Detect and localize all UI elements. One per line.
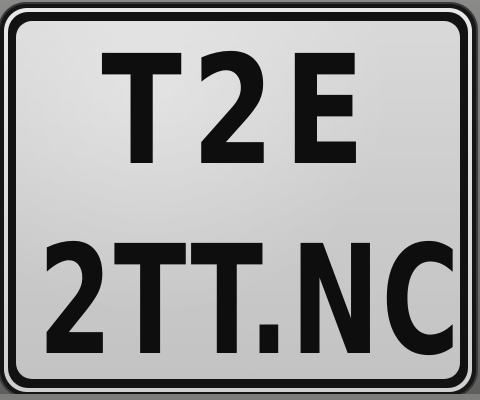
- license-plate: [0, 4, 476, 396]
- plate-line-2: 2TT.NC: [38, 212, 462, 389]
- background-strip: [0, 394, 480, 400]
- plate-face: [16, 21, 462, 389]
- plate-line-1: T2E: [101, 22, 375, 199]
- plate-rim: [4, 8, 472, 392]
- plate-border: [8, 12, 468, 388]
